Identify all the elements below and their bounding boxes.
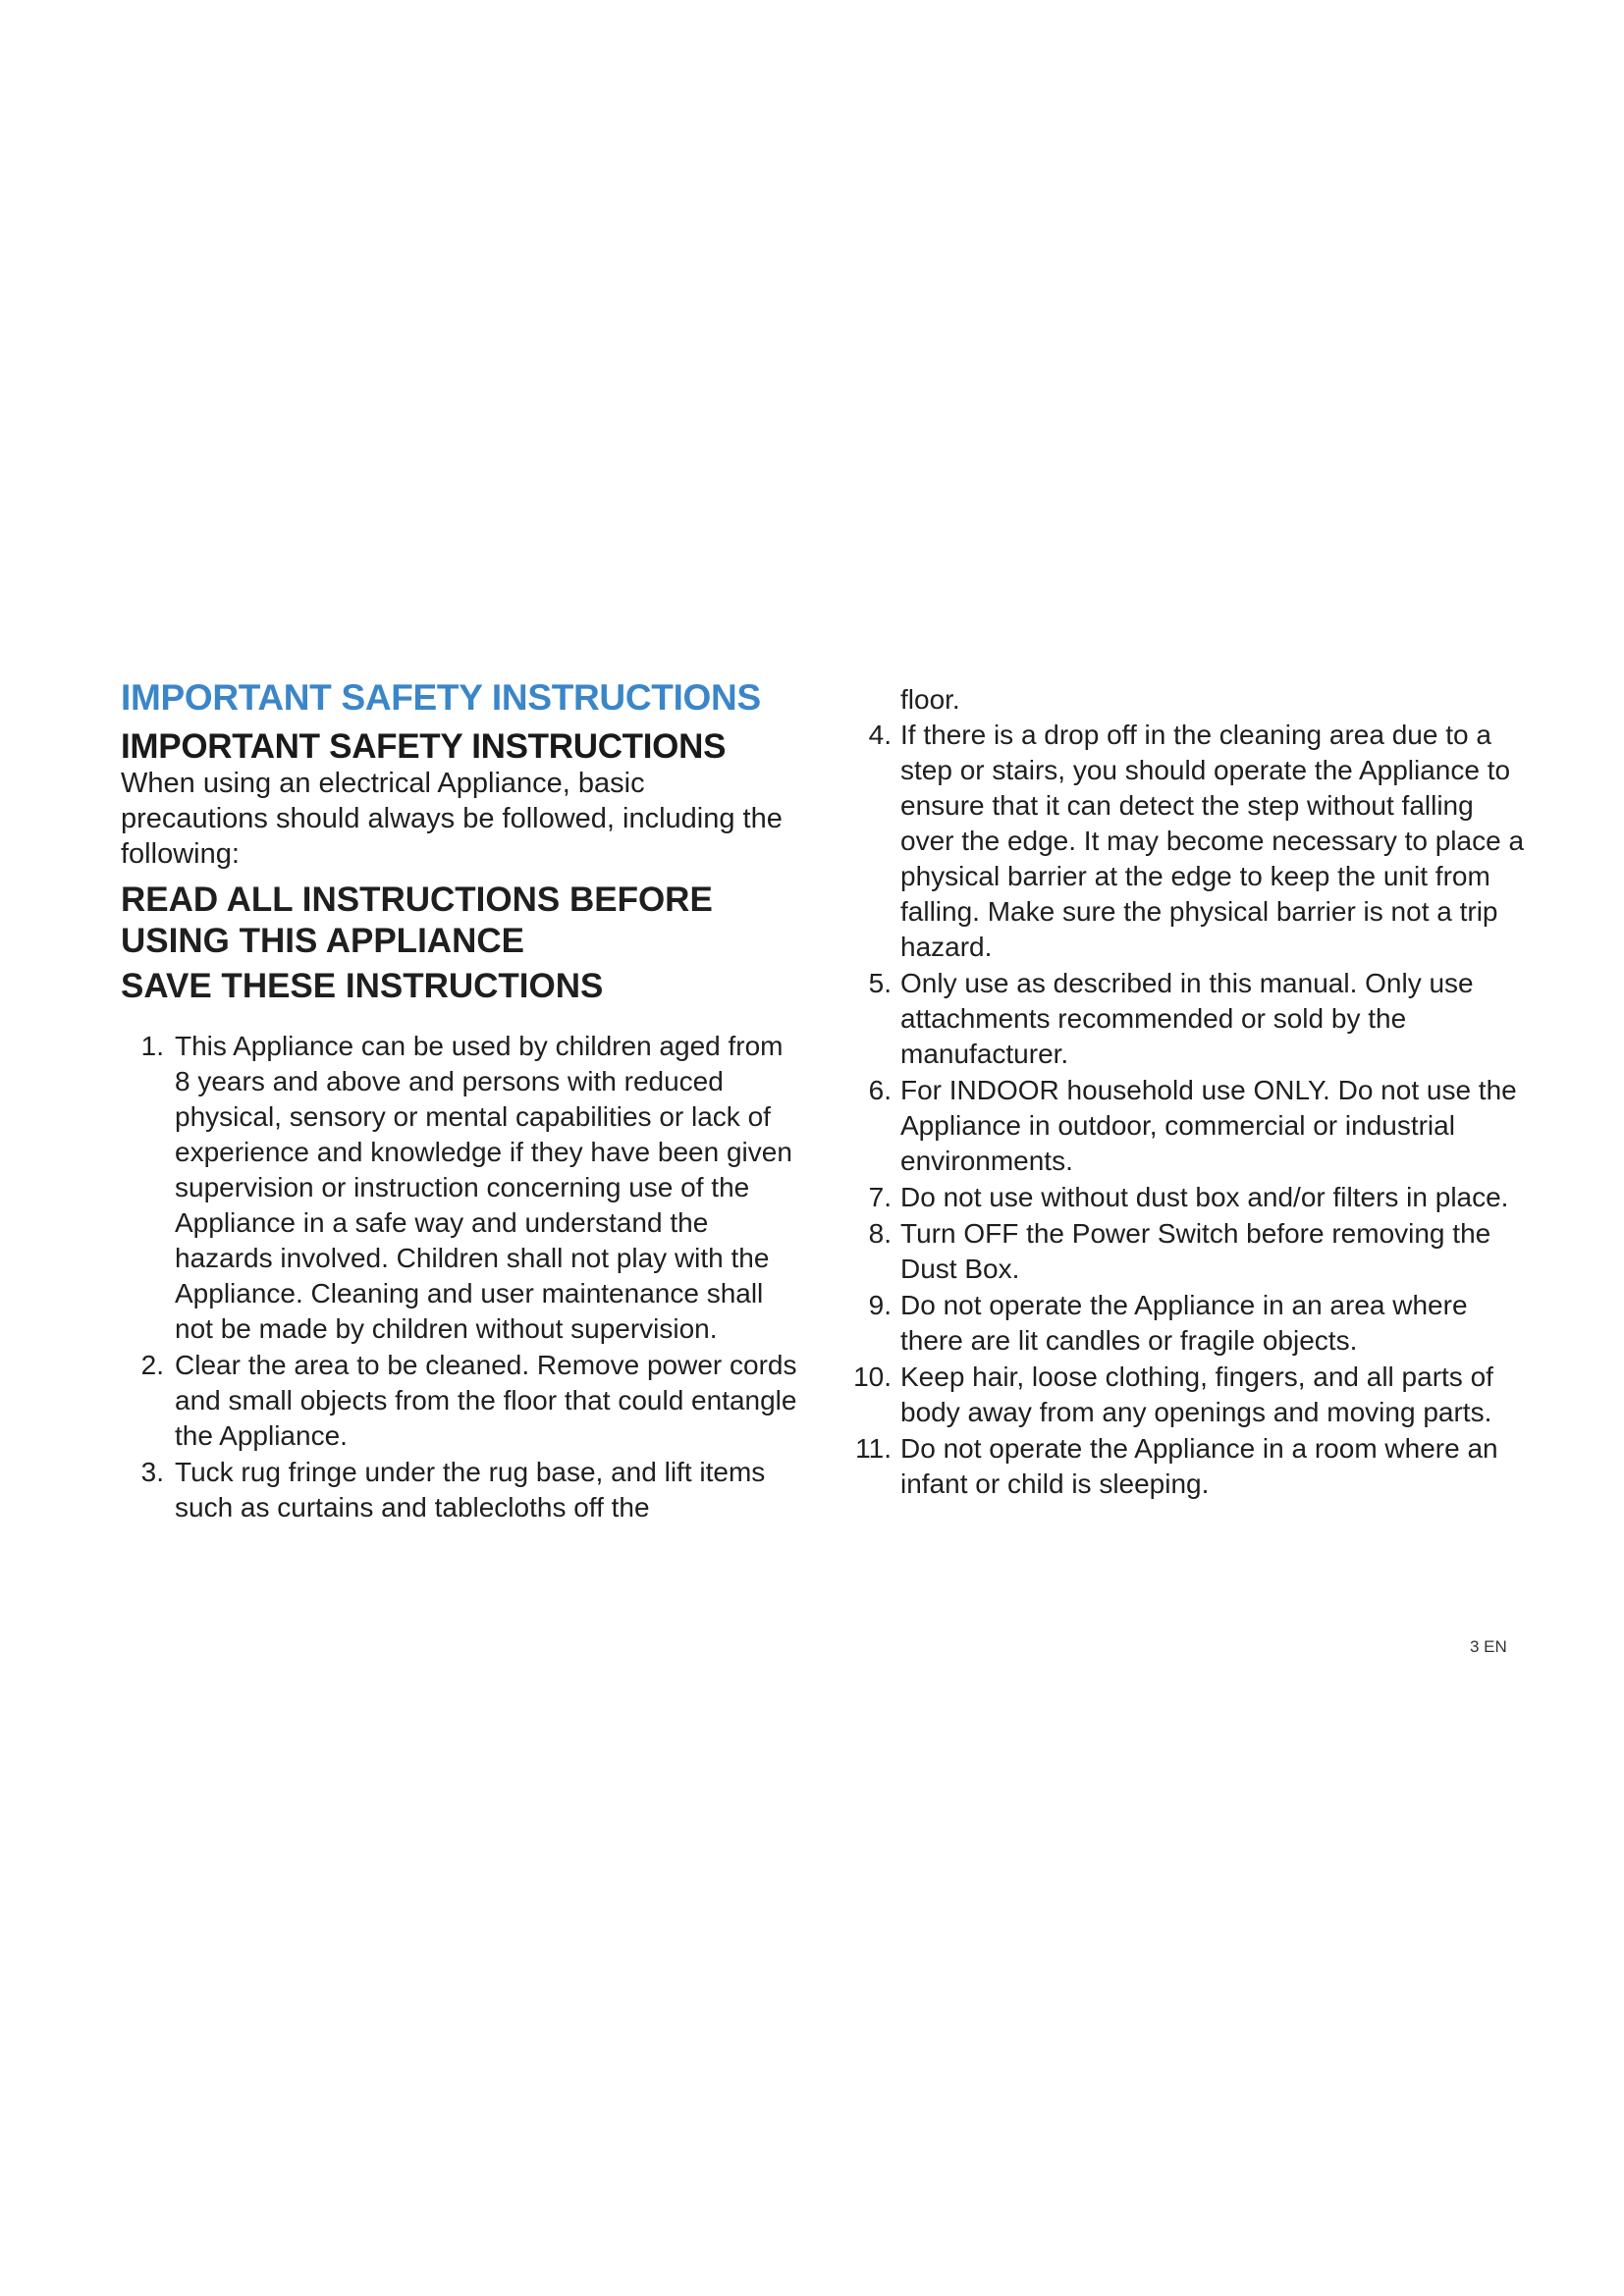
list-item	[121, 1455, 798, 1525]
page-number: 3 EN	[1470, 1637, 1507, 1656]
list-item	[844, 1073, 1532, 1179]
item-number: 8.	[868, 1218, 892, 1249]
section-subtitle: IMPORTANT SAFETY INSTRUCTIONS	[121, 727, 727, 766]
item-number: 10.	[853, 1362, 892, 1392]
item-text: Tuck rug fringe under the rug base, and lift items such as curtains and tablecloths off the	[175, 1457, 766, 1522]
list-item	[844, 1216, 1532, 1287]
instruction-list-right	[844, 718, 1532, 1502]
item-number: 11.	[855, 1433, 892, 1464]
item-text: Do not use without dust box and/or filters in place.	[900, 1182, 1509, 1212]
item-number: 6.	[868, 1075, 892, 1105]
list-item	[844, 966, 1532, 1072]
item-text: Do not operate the Appliance in an area where there are lit candles or fragile objects.	[900, 1290, 1468, 1356]
list-item	[844, 1180, 1532, 1215]
section-title: IMPORTANT SAFETY INSTRUCTIONS	[121, 677, 761, 718]
item-text: If there is a drop off in the cleaning area due to a step or stairs, you should operate the Appliance to ensure that it can detect the step without falling over the edge. It may become necessary to place a physical barrier at the edge to keep the unit from falling. Make sure the physical barrier is not a trip hazard.	[900, 720, 1525, 962]
item-text: This Appliance can be used by children aged from 8 years and above and persons with reduced physical, sensory or mental capabilities or lack of experience and knowledge if they have been given supervision or instruction concerning use of the Appliance in a safe way and understand the hazards involved. Children shall not play with the Appliance. Cleaning and user maintenance shall not be made by children without supervision.	[175, 1031, 792, 1344]
item-number: 1.	[140, 1031, 164, 1061]
item-number: 9.	[868, 1290, 892, 1320]
item-text: For INDOOR household use ONLY. Do not use the Appliance in outdoor, commercial or industrial environments.	[900, 1075, 1517, 1176]
list-item	[121, 1348, 798, 1454]
continuation-text: floor.	[900, 684, 960, 715]
item-number: 2.	[140, 1350, 164, 1380]
item-number: 5.	[868, 968, 892, 998]
item-text: Turn OFF the Power Switch before removing the Dust Box.	[900, 1218, 1491, 1284]
item-number: 4.	[868, 720, 892, 750]
list-item	[844, 1288, 1532, 1359]
read-all-heading: READ ALL INSTRUCTIONS BEFORE USING THIS APPLIANCE	[121, 881, 713, 960]
list-item	[844, 718, 1532, 965]
left-column	[121, 677, 798, 1526]
item-number: 3.	[140, 1457, 164, 1487]
list-item	[844, 1431, 1532, 1502]
item-number: 7.	[868, 1182, 892, 1212]
item-text: Clear the area to be cleaned. Remove power cords and small objects from the floor that could entangle the Appliance.	[175, 1350, 797, 1451]
list-item	[121, 1029, 798, 1347]
right-column	[844, 682, 1532, 1503]
item-text: Keep hair, loose clothing, fingers, and all parts of body away from any openings and moving parts.	[900, 1362, 1493, 1427]
list-item	[844, 1360, 1532, 1430]
instruction-list-left	[121, 1029, 798, 1525]
intro-paragraph: When using an electrical Appliance, basic precautions should always be followed, including the following:	[121, 768, 783, 870]
item-text: Only use as described in this manual. Only use attachments recommended or sold by the manufacturer.	[900, 968, 1474, 1069]
save-instructions-heading: SAVE THESE INSTRUCTIONS	[121, 967, 604, 1005]
item-text: Do not operate the Appliance in a room where an infant or child is sleeping.	[900, 1433, 1498, 1499]
